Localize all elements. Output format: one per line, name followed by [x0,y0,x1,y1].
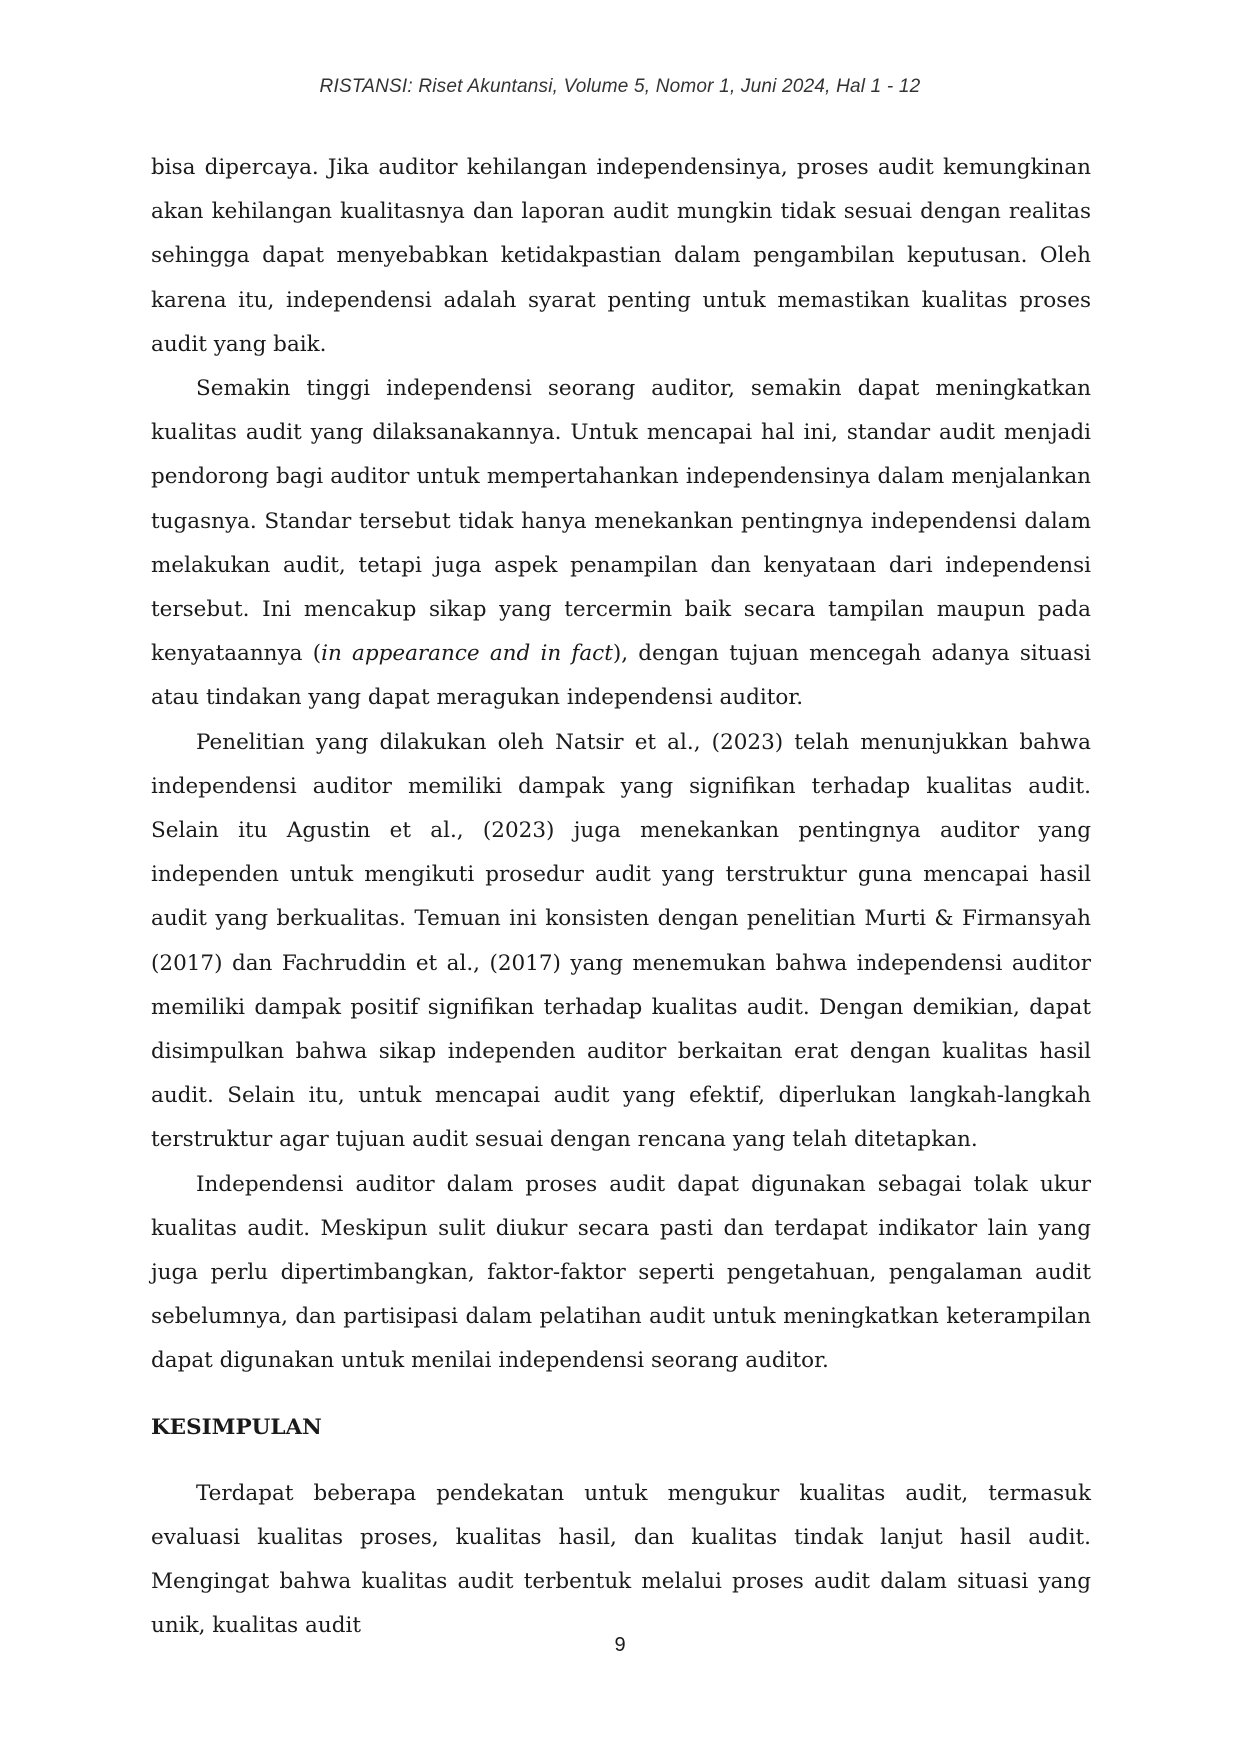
paragraph-conclusion: Terdapat beberapa pendekatan untuk mengukur kualitas audit, termasuk evaluasi kualitas proses, kualitas hasil, dan kualitas tindak lanjut hasil audit. Mengingat bahwa kualitas audit terbentuk melalui proses audit dalam situasi yang unik, kualitas audit [151,1480,1091,1639]
paragraph-text: ), dengan tujuan mencegah adanya situasi atau tindakan yang dapat meragukan independensi auditor. [151,641,1091,711]
paragraph-measurement: Independensi auditor dalam proses audit dapat digunakan sebagai tolak ukur kualitas audit. Meskipun sulit diukur secara pasti dan terdapat indikator lain yang juga perlu dipertimbangkan, faktor-faktor seperti pengetahuan, pengalaman audit sebelumnya, dan partisipasi dalam pelatihan audit untuk meningkatkan keterampilan dapat digunakan untuk menilai independensi seorang auditor. [151,1171,1091,1374]
running-head: RISTANSI: Riset Akuntansi, Volume 5, Nomor 1, Juni 2024, Hal 1 - 12 [319,76,921,97]
paragraph-text: Semakin tinggi independensi seorang auditor, semakin dapat meningkatkan kualitas audit yang dilaksanakannya. Untuk mencapai hal ini, standar audit menjadi pendorong bagi auditor untuk mempertahankan independensinya dalam menjalankan tugasnya. Standar tersebut tidak hanya menekankan pentingnya independensi dalam melakukan audit, tetapi juga aspek penampilan dan kenyataan dari independensi tersebut. Ini mencakup sikap yang tercermin baik secara tampilan maupun pada kenyataannya ( [151,376,1091,667]
paragraph-continuation: bisa dipercaya. Jika auditor kehilangan independensinya, proses audit kemungkinan akan kehilangan kualitasnya dan laporan audit mungkin tidak sesuai dengan realitas sehingga dapat menyebabkan ketidakpastian dalam pengambilan keputusan. Oleh karena itu, independensi adalah syarat penting untuk memastikan kualitas proses audit yang baik. [151,155,1091,357]
paragraph-independence-standards [151,367,1091,721]
section-heading: KESIMPULAN [151,1414,322,1440]
article-body [151,146,1091,1649]
italic-phrase: in appearance and in fact [321,641,613,667]
page-number: 9 [614,1634,626,1656]
paragraph-prior-research: Penelitian yang dilakukan oleh Natsir et al., (2023) telah menunjukkan bahwa independensi auditor memiliki dampak yang signifikan terhadap kualitas audit. Selain itu Agustin et al., (2023) juga menekankan pentingnya auditor yang independen untuk mengikuti prosedur audit yang terstruktur guna mencapai hasil audit yang berkualitas. Temuan ini konsisten dengan penelitian Murti & Firmansyah (2017) dan Fachruddin et al., (2017) yang menemukan bahwa independensi auditor memiliki dampak positif signifikan terhadap kualitas audit. Dengan demikian, dapat disimpulkan bahwa sikap independen auditor berkaitan erat dengan kualitas hasil audit. Selain itu, untuk mencapai audit yang efektif, diperlukan langkah-langkah terstruktur agar tujuan audit sesuai dengan rencana yang telah ditetapkan. [151,729,1091,1153]
